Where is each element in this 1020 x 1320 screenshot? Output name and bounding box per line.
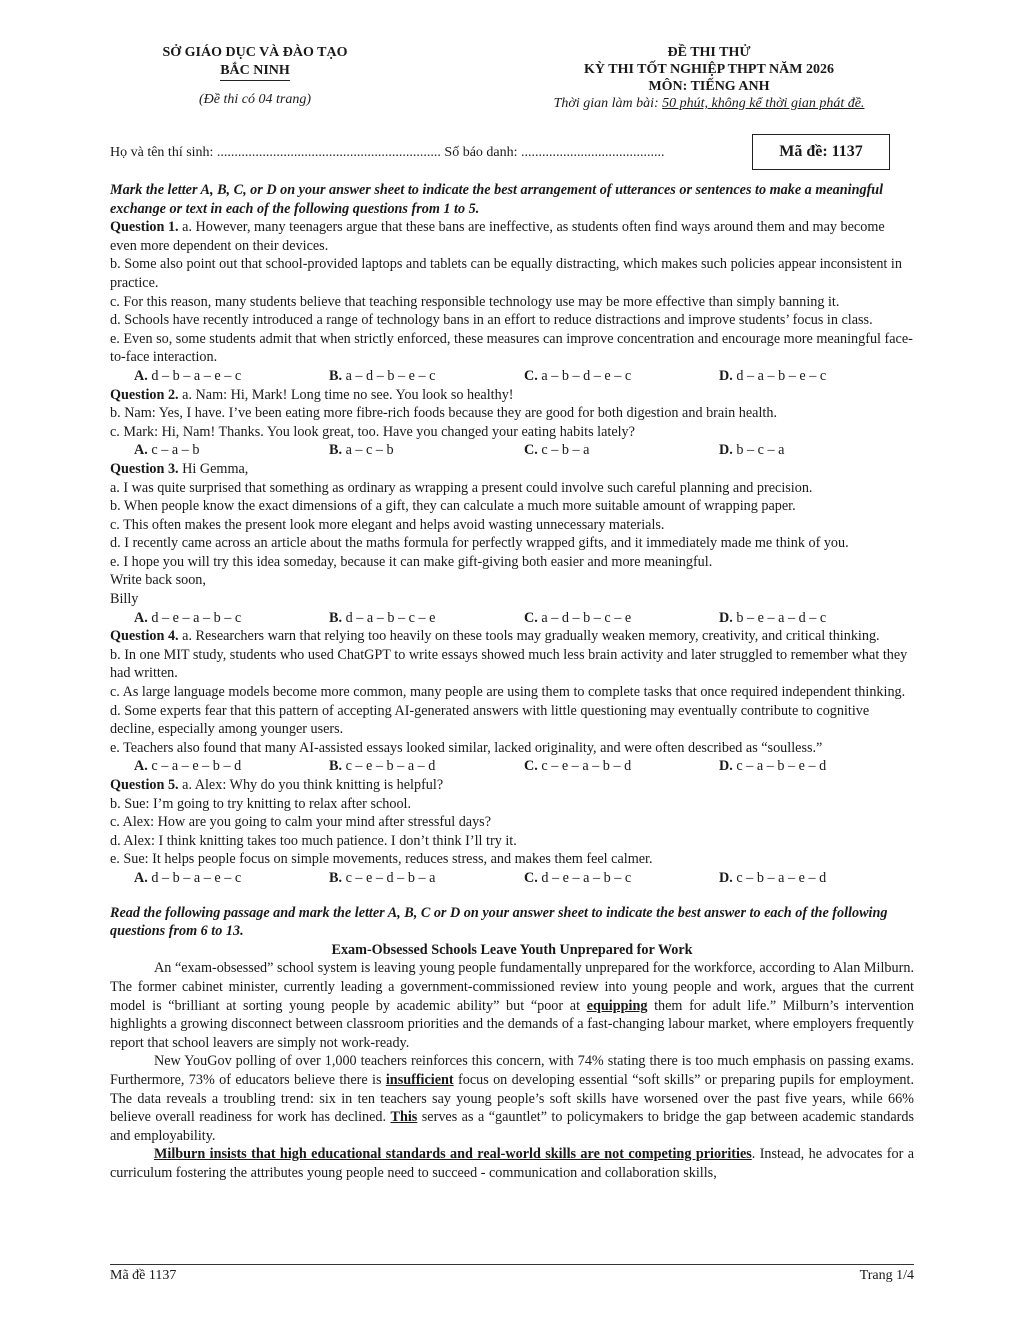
highlighted-word: This xyxy=(390,1109,418,1126)
exam-header xyxy=(110,44,914,124)
passage-title: Exam-Obsessed Schools Leave Youth Unprepared for Work xyxy=(331,941,693,958)
exam-code-box: Mã đề: 1137 xyxy=(752,134,890,170)
option-b[interactable]: B. d – a – b – c – e xyxy=(329,609,436,626)
exam-type: ĐỀ THI THỬ xyxy=(667,45,751,60)
option-c[interactable]: C. c – e – a – b – d xyxy=(524,758,632,775)
option-b[interactable]: B. a – c – b xyxy=(329,442,394,459)
option-a[interactable]: A. d – b – a – e – c xyxy=(134,869,242,886)
option-c[interactable]: C. a – d – b – c – e xyxy=(524,609,632,626)
header-left xyxy=(110,44,400,110)
option-a[interactable]: A. d – b – a – e – c xyxy=(134,367,242,384)
question-label: Question 5. xyxy=(110,777,179,793)
question-line: e. Sue: It helps people focus on simple movements, reduces stress, and makes them feel calmer. xyxy=(110,851,653,868)
question-label: Question 2. xyxy=(110,386,179,403)
option-d[interactable]: D. b – c – a xyxy=(719,442,785,459)
candidate-info-line: Họ và tên thí sinh: ................................................................ Số báo danh: ......................................... xyxy=(110,145,665,160)
question-3 xyxy=(110,460,914,627)
footer-exam-code: Mã đề 1137 xyxy=(110,1268,177,1283)
question-line: a. However, many teenagers argue that these bans are ineffective, as students often find ways around them and may become even more dependent on their devices. xyxy=(110,219,885,254)
question-line: a. Researchers warn that relying too heavily on these tools may gradually weaken memory, creativity, and critical thinking. xyxy=(182,628,880,645)
page-count-note: (Đề thi có 04 trang) xyxy=(199,92,311,107)
answer-options xyxy=(110,441,914,460)
passage-paragraph-3: Milburn insists that high educational standards and real-world skills are not competing priorities. Instead, he advocates for a curriculum fostering the attributes young people need to succeed - communication and collaboration skills, xyxy=(110,1146,914,1181)
option-a[interactable]: A. c – a – e – b – d xyxy=(134,758,242,775)
question-line: d. Schools have recently introduced a range of technology bans in an effort to reduce distractions and improve students’ focus in class. xyxy=(110,312,873,329)
question-2 xyxy=(110,386,914,460)
question-1 xyxy=(110,218,914,385)
time-note: Thời gian làm bài: 50 phút, không kể thời gian phát đề. xyxy=(553,96,865,111)
question-5 xyxy=(110,776,914,888)
question-line: Billy xyxy=(110,591,139,608)
passage-paragraph-1: An “exam-obsessed” school system is leaving young people fundamentally unprepared for the workforce, according to Alan Milburn. The former cabinet minister, currently leading a government-commissioned review into young people and work, argues that the current model is “brilliant at sorting young people by academic ability” but “poor at equipping them for adult life.” Milburn’s intervention highlights a growing disconnect between classroom priorities and the demands of a fast-changing labour market, where employers frequently report that school leavers are simply not work-ready. xyxy=(110,960,914,1051)
section2-instruction: Read the following passage and mark the letter A, B, C or D on your answer sheet to indicate the best answer to each of the following questions from 6 to 13. xyxy=(110,904,888,940)
question-line: b. Nam: Yes, I have. I’ve been eating more fibre-rich foods because they are good for both digestion and brain health. xyxy=(110,405,777,422)
question-line: d. Some experts fear that this pattern of accepting AI-generated answers with little questioning may eventually contribute to cognitive decline, especially among younger users. xyxy=(110,702,870,738)
question-line: a. Nam: Hi, Mark! Long time no see. You look so healthy! xyxy=(182,386,514,403)
exam-name: KỲ THI TỐT NGHIỆP THPT NĂM 2026 xyxy=(584,62,834,77)
footer-page-number: Trang 1/4 xyxy=(859,1268,914,1283)
question-line: d. I recently came across an article about the maths formula for perfectly wrapped gifts, and it immediately made me think of you. xyxy=(110,535,849,552)
question-line: b. Some also point out that school-provided laptops and tablets can be equally distracting, which makes such policies appear inconsistent in practice. xyxy=(110,256,902,291)
question-line: c. This often makes the present look more elegant and helps avoid wasting unnecessary materials. xyxy=(110,516,665,533)
question-line: e. Teachers also found that many AI-assisted essays looked similar, lacked originality, and were often described as “soulless.” xyxy=(110,739,823,756)
option-b[interactable]: B. a – d – b – e – c xyxy=(329,367,436,384)
question-line: d. Alex: I think knitting takes too much patience. I don’t think I’ll try it. xyxy=(110,832,517,849)
question-label: Question 3. xyxy=(110,460,179,477)
option-d[interactable]: D. b – e – a – d – c xyxy=(719,609,827,626)
province-name: BẮC NINH xyxy=(220,62,290,81)
answer-options xyxy=(110,609,914,628)
option-d[interactable]: D. d – a – b – e – c xyxy=(719,367,827,384)
highlighted-word: equipping xyxy=(586,997,648,1014)
highlighted-word: insufficient xyxy=(385,1071,454,1088)
question-label: Question 1. xyxy=(110,219,179,236)
option-c[interactable]: C. d – e – a – b – c xyxy=(524,869,632,886)
option-a[interactable]: A. c – a – b xyxy=(134,442,200,459)
exam-page xyxy=(110,44,914,1182)
passage-paragraph-2: New YouGov polling of over 1,000 teachers reinforces this concern, with 74% stating there is too much emphasis on passing exams. Furthermore, 73% of educators believe there is insufficient focus on developing essential “soft skills” or preparing pupils for employment. The data reveals a troubling trend: six in ten teachers say young people’s soft skills have worsened over the past five years, while 66% believe overall readiness for work has declined. This serves as a “gauntlet” to policymakers to bridge the gap between academic standards and employability. xyxy=(110,1053,914,1144)
subject-name: MÔN: TIẾNG ANH xyxy=(648,79,770,94)
question-line: Hi Gemma, xyxy=(182,460,249,477)
section1-instruction: Mark the letter A, B, C, or D on your answer sheet to indicate the best arrangement of utterances or sentences to make a meaningful exchange or text in each of the following questions from 1 to 5. xyxy=(110,182,884,217)
question-line: e. I hope you will try this idea someday, because it can make gift-giving both easier and more meaningful. xyxy=(110,553,713,570)
question-line: a. I was quite surprised that something as ordinary as wrapping a present could involve such careful planning and precision. xyxy=(110,479,813,496)
question-line: Write back soon, xyxy=(110,572,206,589)
department-name: SỞ GIÁO DỤC VÀ ĐÀO TẠO xyxy=(162,45,348,60)
question-line: e. Even so, some students admit that when strictly enforced, these measures can improve concentration and encourage more meaningful face-to-face interaction. xyxy=(110,330,913,366)
question-line: c. Alex: How are you going to calm your mind after stressful days? xyxy=(110,814,491,831)
question-label: Question 4. xyxy=(110,628,179,645)
answer-options xyxy=(110,869,914,888)
header-right xyxy=(502,44,916,114)
question-4 xyxy=(110,627,914,776)
answer-options xyxy=(110,367,914,386)
question-line: b. When people know the exact dimensions of a gift, they can calculate a much more suitable amount of wrapping paper. xyxy=(110,498,796,515)
answer-options xyxy=(110,757,914,776)
option-b[interactable]: B. c – e – d – b – a xyxy=(329,869,436,886)
option-d[interactable]: D. c – b – a – e – d xyxy=(719,869,827,886)
highlighted-sentence: Milburn insists that high educational standards and real-world skills are not competing priorities xyxy=(154,1146,752,1163)
option-a[interactable]: A. d – e – a – b – c xyxy=(134,609,242,626)
question-line: a. Alex: Why do you think knitting is helpful? xyxy=(182,777,444,793)
question-line: b. Sue: I’m going to try knitting to relax after school. xyxy=(110,795,412,812)
question-line: b. In one MIT study, students who used ChatGPT to write essays showed much less brain activity and later struggled to remember what they had written. xyxy=(110,646,908,682)
option-b[interactable]: B. c – e – b – a – d xyxy=(329,758,436,775)
question-line: c. For this reason, many students believe that teaching responsible technology use may be more effective than simply banning it. xyxy=(110,293,840,310)
option-d[interactable]: D. c – a – b – e – d xyxy=(719,758,827,775)
candidate-info-row xyxy=(110,134,914,172)
option-c[interactable]: C. c – b – a xyxy=(524,442,590,459)
question-line: c. Mark: Hi, Nam! Thanks. You look great, too. Have you changed your eating habits lately? xyxy=(110,423,635,440)
page-footer xyxy=(110,1264,914,1286)
question-line: c. As large language models become more common, many people are using them to complete tasks that once required independent thinking. xyxy=(110,684,906,701)
option-c[interactable]: C. a – b – d – e – c xyxy=(524,367,632,384)
